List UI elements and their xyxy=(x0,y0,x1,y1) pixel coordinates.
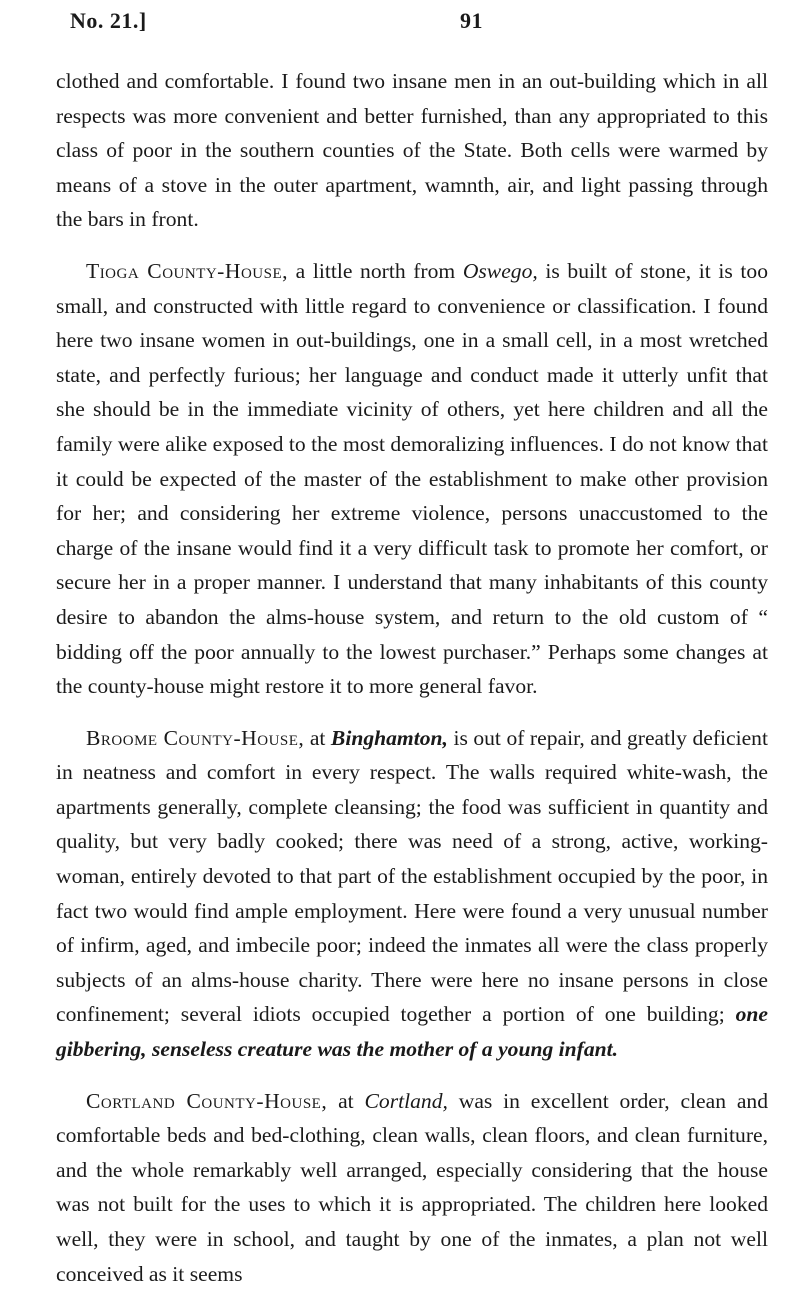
paragraph-broome xyxy=(56,721,768,1067)
paragraph-text: a little north from xyxy=(288,258,463,283)
emphasized-text: one gibbering, senseless creature was the mother of a young infant. xyxy=(56,1002,768,1062)
page-header xyxy=(56,0,768,46)
page-number: 91 xyxy=(460,8,483,33)
county-house-name: Cortland County-House, xyxy=(86,1088,328,1113)
paragraph-tioga xyxy=(56,254,768,704)
paragraph-text: at xyxy=(304,725,331,750)
section-number: No. 21.] xyxy=(70,8,147,33)
paragraph-text: is built of stone, it is too small, and constructed with little regard to convenience or classification. I found here two insane women in out-buildings, one in a small cell, in a most wretched state, and perfectly furious; her language and conduct made it utterly unfit that she should be in the immediate vicinity of others, yet here children and all the family were alike exposed to the most demoralizing influences. I do not know that it could be expected of the master of the establishment to make other provision for her; and considering her extreme violence, persons unaccustomed to the charge of the insane would find it a very difficult task to promote her comfort, or secure her in a proper manner. I understand that many inhabitants of this county desire to abandon the alms-house system, and return to the old custom of “ bidding off the poor annually to the lowest purchaser.” Perhaps some changes at the county-house might restore it to more general favor. xyxy=(56,258,768,699)
paragraph-text: was in excellent order, clean and comfortable beds and bed-clothing, clean walls, clean floors, and clean furniture, and the whole remarkably well arranged, especially considering that the house was not built for the uses to which it is appropriated. The children here looked well, they were in school, and taught by one of the inmates, a plan not well conceived as it seems xyxy=(56,1088,768,1286)
county-house-name: Broome County-House, xyxy=(86,725,305,750)
paragraph-text: is out of repair, and greatly deficient in neatness and comfort in every respect. The walls required white-wash, the apartments generally, complete cleansing; the food was sufficient in quantity and quality, but very badly cooked; there was need of a strong, active, working-woman, entirely devoted to that part of the establishment occupied by the poor, in fact two would find ample employment. Here were found a very unusual number of infirm, aged, and imbecile poor; indeed the inmates all were the class properly subjects of an alms-house charity. There were here no insane persons in close confinement; several idiots occupied together a portion of one building; xyxy=(56,725,768,1027)
place-name: Cortland, xyxy=(364,1088,448,1113)
paragraph-text: at xyxy=(327,1088,365,1113)
paragraph-continued: clothed and comfortable. I found two insane men in an out-building which in all respects was more convenient and better furnished, than any appropriated to this class of poor in the southern counties of the State. Both cells were warmed by means of a stove in the outer apartment, wamnth, air, and light passing through the bars in front. xyxy=(56,69,768,232)
body-text xyxy=(56,64,768,1291)
paragraph-cortland xyxy=(56,1084,768,1291)
place-name: Binghamton, xyxy=(330,725,448,750)
place-name: Oswego, xyxy=(462,258,538,283)
county-house-name: Tioga County-House, xyxy=(86,258,289,283)
